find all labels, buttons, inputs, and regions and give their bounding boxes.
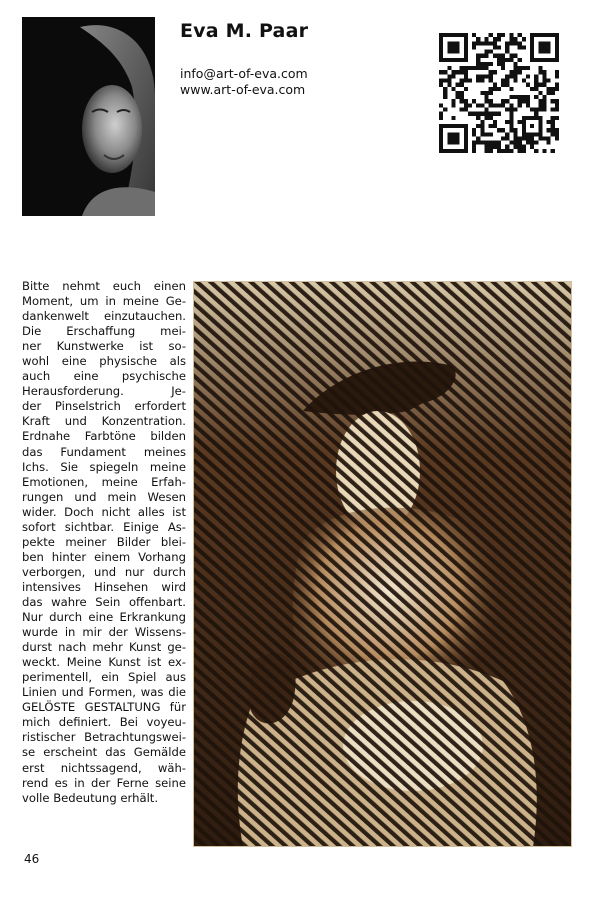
body-text-line: durst nach mehr Kunst ge- bbox=[22, 640, 186, 655]
body-text-line: rungen und mein Wesen bbox=[22, 489, 186, 504]
body-text-line: wider. Doch nicht alles ist bbox=[22, 504, 186, 519]
body-text-line: perimentell, ein Spiel aus bbox=[22, 670, 186, 685]
body-text-line: Kraft und Konzentration. bbox=[22, 414, 186, 429]
body-text-line: wurde in mir der Wissens- bbox=[22, 625, 186, 640]
author-portrait-photo bbox=[22, 17, 155, 216]
body-text-line: intensives Hinsehen wird bbox=[22, 579, 186, 594]
body-text-line: das Fundament meines bbox=[22, 444, 186, 459]
author-name: Eva M. Paar bbox=[180, 20, 309, 42]
page-number: 46 bbox=[24, 852, 40, 866]
email-link[interactable]: info@art-of-eva.com bbox=[180, 66, 308, 81]
portrait-photo-icon bbox=[22, 17, 155, 216]
body-text-line: se erscheint das Gemälde bbox=[22, 745, 186, 760]
body-text-line: wohl eine physische als bbox=[22, 354, 186, 369]
body-text-line: Emotionen, meine Erfah- bbox=[22, 474, 186, 489]
body-text-line: ben hinter einem Vorhang bbox=[22, 549, 186, 564]
website-link[interactable]: www.art-of-eva.com bbox=[180, 82, 306, 97]
body-text-line: mich definiert. Bei voyeu- bbox=[22, 715, 186, 730]
artwork-image bbox=[193, 281, 572, 847]
body-text-line: sofort sichtbar. Einige As- bbox=[22, 519, 186, 534]
body-text-line: Herausforderung. Je- bbox=[22, 384, 186, 399]
body-text-line: Ichs. Sie spiegeln meine bbox=[22, 459, 186, 474]
body-text-line: volle Bedeutung erhält. bbox=[22, 790, 159, 805]
qr-code-icon bbox=[439, 33, 559, 153]
qr-code[interactable] bbox=[439, 33, 559, 153]
body-text-line: Nur durch eine Erkrankung bbox=[22, 610, 186, 625]
body-text-line: ristischer Betrachtungswei- bbox=[22, 730, 186, 745]
body-text-line: auch eine psychische bbox=[22, 369, 186, 384]
body-text-line: der Pinselstrich erfordert bbox=[22, 399, 186, 414]
body-text bbox=[22, 279, 186, 806]
body-text-line: weckt. Meine Kunst ist ex- bbox=[22, 655, 186, 670]
body-text-line: verborgen, und nur durch bbox=[22, 564, 186, 579]
body-text-line: das wahre Sein offenbart. bbox=[22, 594, 186, 609]
body-text-line: Bitte nehmt euch einen bbox=[22, 279, 186, 293]
body-text-line: Linien und Formen, was die bbox=[22, 685, 186, 700]
body-text-line: Die Erschaffung mei- bbox=[22, 324, 186, 339]
body-text-line: Moment, um in meine Ge- bbox=[22, 294, 186, 309]
artwork-image-icon bbox=[193, 281, 572, 847]
body-text-line: dankenwelt einzutauchen. bbox=[22, 309, 186, 324]
body-text-line: erst nichtssagend, wäh- bbox=[22, 760, 186, 775]
body-text-line: Erdnahe Farbtöne bilden bbox=[22, 429, 186, 444]
body-text-line: pekte meiner Bilder blei- bbox=[22, 534, 186, 549]
contact-block bbox=[180, 66, 308, 98]
body-text-line: GELÖSTE GESTALTUNG für bbox=[22, 700, 186, 715]
body-text-line: ner Kunstwerke ist so- bbox=[22, 339, 186, 354]
body-text-line: rend es in der Ferne seine bbox=[22, 775, 186, 790]
